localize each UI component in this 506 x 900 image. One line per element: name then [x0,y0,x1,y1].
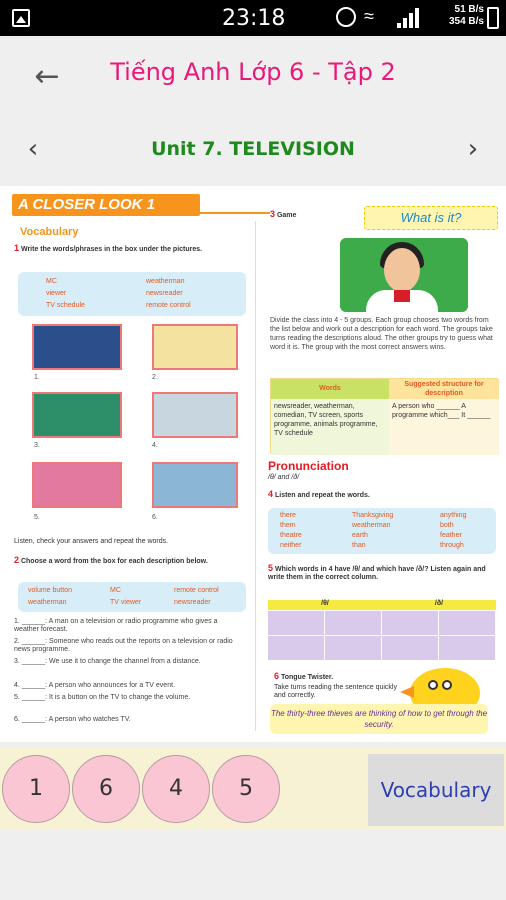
table-header-structure: Suggested structure for description [389,379,499,399]
picture-remote [32,462,122,508]
next-unit-chevron-icon[interactable]: › [467,134,479,164]
game-title: What is it? [364,206,498,230]
exercise-1-word-box [18,272,246,316]
exercise-2-question-1: 1. ______: A man on a television or radio programme who gives a weather forecast. [14,618,218,633]
word-box-item: both [440,522,454,529]
exercise-2-question-4: 4. ______: A person who announces for a TV event. [14,682,175,689]
battery-icon [487,7,499,29]
word-box-item: anything [440,512,467,519]
word-box-item: weatherman [352,522,391,529]
pronunciation-sounds: /θ/ and /ð/ [268,474,300,481]
status-bar [0,0,506,36]
picture-blank-1: 1. [34,374,40,381]
word-box-item: MC [110,587,121,594]
banner-underline [190,212,270,214]
table-header-eth: /ð/ [382,600,496,610]
exercise-5-table [268,600,496,660]
listen-check-text: Listen, check your answers and repeat the words. [14,538,169,545]
word-box-item: TV schedule [46,302,85,309]
word-box-item: newsreader [146,290,183,297]
picture-viewer [152,392,238,438]
exercise-6-text: Take turns reading the sentence quickly and correctly. [274,684,397,699]
page-button-4[interactable]: 4 [142,755,210,823]
word-box-item: viewer [46,290,67,297]
section-banner: A CLOSER LOOK 1 [12,194,200,216]
vocabulary-button[interactable]: Vocabulary [368,754,504,826]
word-box-item: weatherman [28,599,67,606]
exercise-2-number: 2 [14,555,20,565]
game-instructions: Divide the class into 4 - 5 groups. Each group chooses two words from the list below and work out a description for each word. The groups take turns reading the descriptions aloud. The other groups try to guess what word it is. The group with the most correct answers wins. [270,317,493,351]
net-up: 51 B/s [454,4,484,15]
picture-studio [32,392,122,438]
exercise-2-question-6: 6. ______: A person who watches TV. [14,716,131,723]
alarm-icon [336,7,356,27]
unit-title: Unit 7. TELEVISION [151,138,355,160]
exercise-2-question-2: 2. ______: Someone who reads out the reports on a television or radio news programme. [14,638,233,653]
word-box-item: feather [440,532,462,539]
exercise-3-number: 3 [270,209,276,219]
exercise-5-text: Which words in 4 have /θ/ and which have /ð/? Listen again and write them in the correct column. [268,566,486,581]
unit-navigation [0,118,506,184]
word-box-item: theatre [280,532,302,539]
tongue-twister: The thirty-three thieves are thinking of how to get through the security. [270,704,488,734]
page-button-5[interactable]: 5 [212,755,280,823]
wifi-icon: ≈ [364,6,374,26]
exercise-3-label [270,210,296,220]
signal-icon [397,8,419,28]
exercise-2-text: Choose a word from the box for each description below. [20,558,208,565]
table-header-theta: /θ/ [268,600,382,610]
exercise-4-instruction [268,490,370,500]
word-box-item: newsreader [174,599,211,606]
exercise-2-question-3: 3. ______: We use it to change the channel from a distance. [14,658,201,665]
exercise-2-instruction [14,556,250,566]
back-arrow-icon[interactable]: ← [34,59,60,94]
exercise-6-title: Tongue Twister. [280,674,334,681]
exercise-5-number: 5 [268,563,274,573]
status-time: 23:18 [222,6,286,31]
game-photo-girl [340,238,468,312]
picture-blank-6: 6. [152,514,158,521]
exercise-2-question-5: 5. ______: It is a button on the TV to change the volume. [14,694,191,701]
pronunciation-heading: Pronunciation [268,459,349,473]
exercise-1-text: Write the words/phrases in the box under the pictures. [20,246,203,253]
exercise-3-text: Game [276,212,297,219]
photo-icon [12,9,30,27]
word-box-item: there [280,512,296,519]
word-box-item: through [440,542,464,549]
picture-weatherman [152,462,238,508]
exercise-4-word-box [268,508,496,554]
word-box-item: than [352,542,366,549]
exercise-5-instruction [268,564,496,582]
exercise-2-word-box [18,582,246,612]
word-box-item: volume button [28,587,72,594]
exercise-4-text: Listen and repeat the words. [274,492,370,499]
word-box-item: MC [46,278,57,285]
prev-unit-chevron-icon[interactable]: ‹ [27,134,39,164]
column-divider [255,221,256,731]
page-button-6[interactable]: 6 [72,755,140,823]
exercise-6-number: 6 [274,671,280,681]
picture-blank-4: 4. [152,442,158,449]
table-header-words: Words [271,379,389,399]
word-box-item: neither [280,542,302,549]
network-speed [424,4,484,28]
table-cell-structure: A person who ______ A programme which___ It ______ [389,399,499,455]
word-box-item: earth [352,532,368,539]
picture-blank-5: 5. [34,514,40,521]
app-bar [0,36,506,118]
picture-blank-3: 3. [34,442,40,449]
table-cell-words: newsreader, weatherman, comedian, TV screen, sports programme, animals programme, TV schedule [271,399,389,455]
picture-blank-2: 2. [152,374,158,381]
word-box-item: Thanksgiving [352,512,394,519]
picture-tv-schedule [152,324,238,370]
exercise-1-instruction [14,244,250,254]
word-box-item: remote control [174,587,219,594]
exercise-1-number: 1 [14,243,20,253]
word-box-item: weatherman [146,278,185,285]
word-box-item: them [280,522,296,529]
description-table [270,378,498,454]
net-down: 354 B/s [448,16,484,27]
picture-mc-tv [32,324,122,370]
exercise-4-number: 4 [268,489,274,499]
textbook-page-image[interactable] [0,186,506,742]
exercise-6-label [274,672,333,682]
vocabulary-heading: Vocabulary [20,226,79,238]
app-title: Tiếng Anh Lớp 6 - Tập 2 [110,58,396,86]
word-box-item: remote control [146,302,191,309]
page-button-1[interactable]: 1 [2,755,70,823]
bottom-bar [0,748,506,830]
word-box-item: TV viewer [110,599,142,606]
